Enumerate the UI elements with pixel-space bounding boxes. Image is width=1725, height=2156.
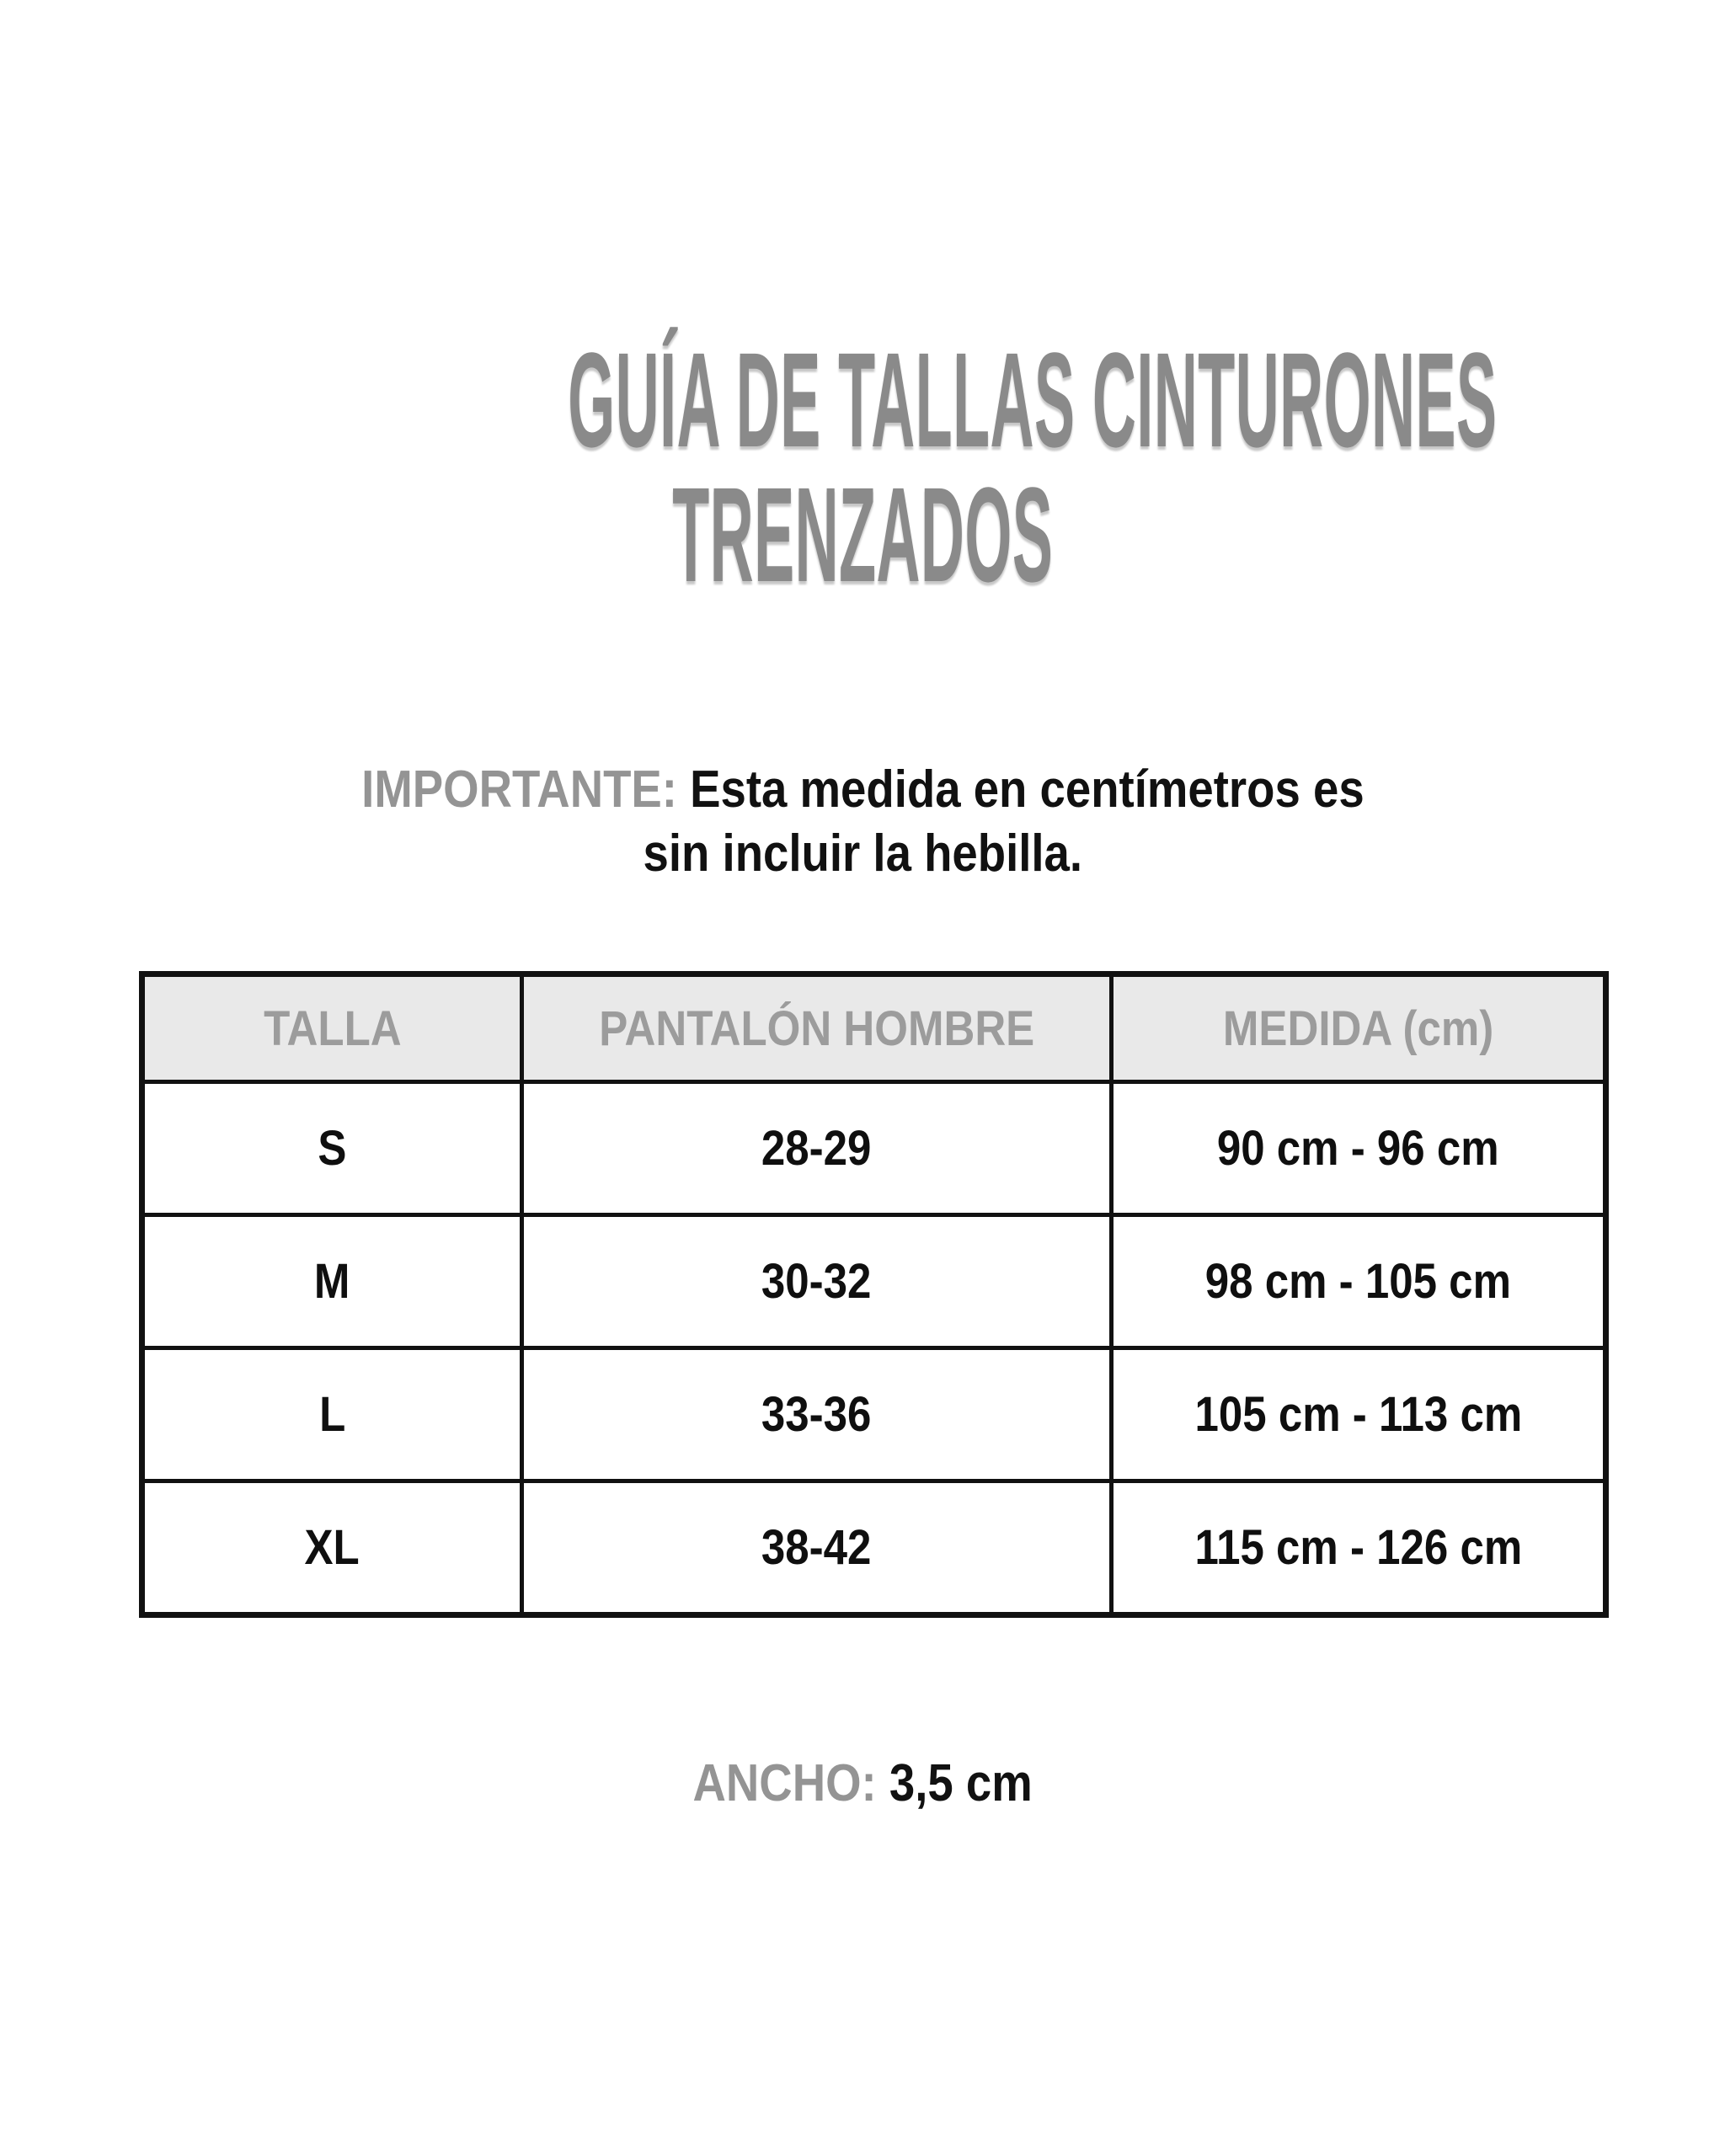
important-note-label: IMPORTANTE: [360, 760, 677, 819]
page-title [0, 324, 1725, 610]
cell-medida: 98 cm - 105 cm [1112, 1215, 1606, 1348]
column-header-pantalon-hombre: PANTALÓN HOMBRE [522, 974, 1112, 1082]
column-header-talla: TALLA [142, 974, 522, 1082]
page-title-line2 [0, 459, 1725, 610]
width-note-value: 3,5 cm [876, 1754, 1033, 1812]
table-row [142, 1215, 1606, 1348]
important-note-text1: Esta medida en centímetros es [676, 760, 1365, 819]
cell-medida: 90 cm - 96 cm [1112, 1082, 1606, 1215]
cell-medida: 115 cm - 126 cm [1112, 1481, 1606, 1615]
important-note-text2: sin incluir la hebilla. [643, 825, 1082, 883]
cell-size: S [142, 1082, 522, 1215]
table-row [142, 1082, 1606, 1215]
cell-pantalon: 28-29 [522, 1082, 1112, 1215]
cell-size: M [142, 1215, 522, 1348]
important-note [0, 758, 1725, 886]
important-note-line2 [0, 822, 1725, 886]
width-note-label: ANCHO: [692, 1754, 877, 1812]
width-note [0, 1752, 1725, 1816]
cell-pantalon: 33-36 [522, 1348, 1112, 1481]
table-row [142, 1481, 1606, 1615]
cell-medida: 105 cm - 113 cm [1112, 1348, 1606, 1481]
cell-size: XL [142, 1481, 522, 1615]
important-note-line1 [0, 758, 1725, 822]
page-title-line1-text: GUÍA DE TALLAS CINTURONES [568, 324, 1498, 475]
cell-pantalon: 38-42 [522, 1481, 1112, 1615]
page-title-line1 [0, 324, 1725, 475]
page-title-line2-text: TRENZADOS [671, 459, 1054, 610]
size-table-header-row [142, 974, 1606, 1082]
table-row [142, 1348, 1606, 1481]
size-table [139, 971, 1609, 1618]
column-header-medida-cm: MEDIDA (cm) [1112, 974, 1606, 1082]
cell-pantalon: 30-32 [522, 1215, 1112, 1348]
cell-size: L [142, 1348, 522, 1481]
